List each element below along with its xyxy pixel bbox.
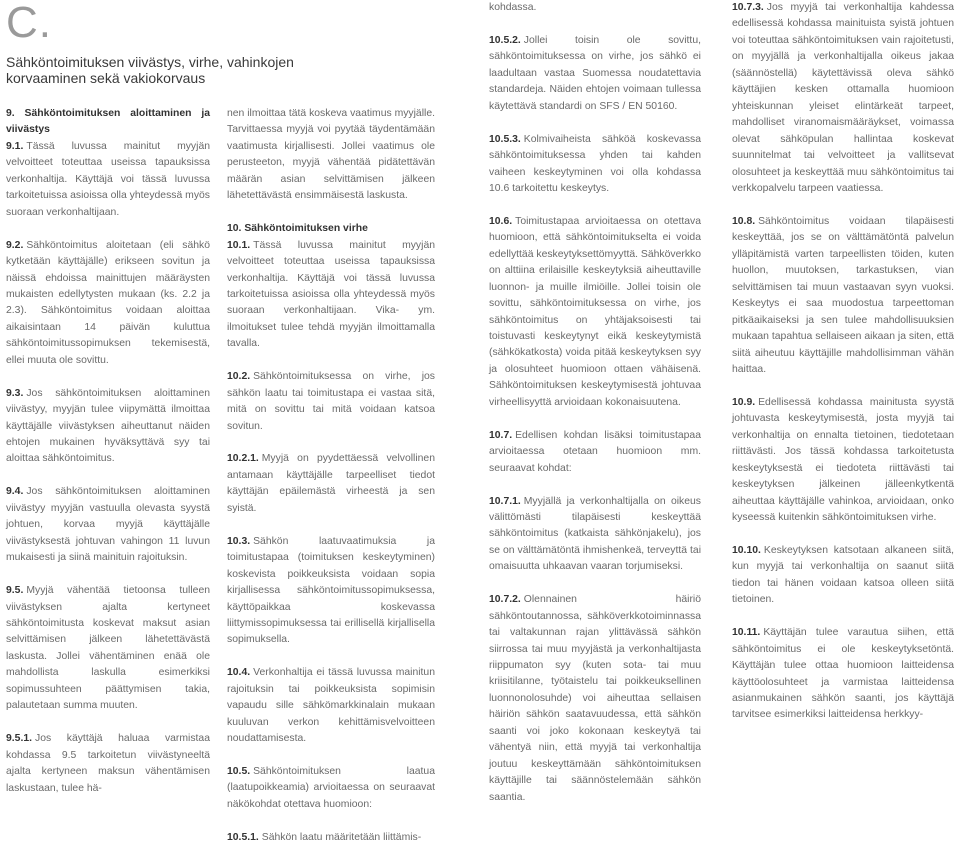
clause-text: Olennainen häiriö sähköntoutannossa, sähköverkkotoiminnassa tai valtakunnan rajan ylittävässä sähkön siirrossa tai muu myyjästä ja verkonhaltijasta riippumaton syy (kuten sota- tai muu kriisitilanne, työtaistelu tai poikkeuksellinen luonnonolosuhde) voi aiheuttaa sellaisen häiriön sähkön saatavuudessa, että sähkön saanti voi joko kokonaan keskeytyä tai vähentyä niin, että myyjä tai verkonhaltija joutuu keskeyttämään sähköntoimituksen käyttäjille tai säännöstelemään sähkön saantia. xyxy=(489,594,701,803)
clause-text: Verkonhaltija ei tässä luvussa mainitun rajoituksin tai poikkeuksista sopimisin vapaudu sille sähkömarkkinalain mukaan kuuluvan verkon kehittämisvelvoitteen noudattamisesta. xyxy=(227,667,435,745)
clause-number: 10.5.2. xyxy=(489,34,521,46)
clause-text: kohdassa. xyxy=(489,2,537,13)
clause-paragraph xyxy=(227,369,435,435)
clause-paragraph xyxy=(227,106,435,205)
clause-paragraph xyxy=(489,0,701,16)
clause-text: Sähköntoimitus aloitetaan (eli sähkö kytketään käyttäjälle) erikseen sovitun ja näissä ehdoissa mainittujen määräysten mukaisten edellytysten mukaan (ks. 2.2 ja 2.3). Sähköntoimitus voidaan aloittaa aikaisintaan 14 päivän kuluttua sähköntoimitussopimuksen tekemisestä, ellei muuta ole sovittu. xyxy=(6,239,210,366)
clause-paragraph xyxy=(489,494,701,576)
clause-paragraph xyxy=(6,583,210,715)
clause-paragraph xyxy=(732,214,954,379)
clause-text: nen ilmoittaa tätä koskeva vaatimus myyjälle. Tarvittaessa myyjä voi pyytää täydentämään vaatimusta kirjallisesti. Jollei vaatimus ole perusteeton, myyjä vähentää pidätettävän määrän asian selvittämisen jälkeen lähetettävästä ensimmäisestä laskusta. xyxy=(227,108,435,202)
clause-text: Jos sähköntoimituksen aloittaminen viivästyy, myyjän tulee viipymättä ilmoittaa käyttäjälle viivästyksen aiheuttanut näiden ehtojen mukainen hyväksyttävä syy tai aloittaa sähköntoimitus. xyxy=(6,387,210,465)
clause-number: 9.1. xyxy=(6,140,24,152)
clause-number: 9.2. xyxy=(6,239,24,251)
clause-number: 10.3. xyxy=(227,535,251,547)
clause-text: Edellisessä kohdassa mainitusta syystä johtuvasta keskeytymisestä, josta myyjä tai verkonhaltija on ennalta tietoinen, tiedotetaan riittävästi. Jos tässä kohdassa tarkoitetusta keskeytyksestä ei tiedoteta riittävästi tai keskeytyksen jälkeinen jälleenkytkentä aiheuttaa käyttäjälle vahinkoa, arvioidaan, onko kyseessä kuitenkin sähköntoimituksen virhe. xyxy=(732,396,954,524)
clause-number: 10.7.3. xyxy=(732,2,764,13)
clause-number: 10.7.1. xyxy=(489,495,521,507)
clause-text: Sähkön laatuvaatimuksia ja toimitustapaa (toimituksen keskeytyminen) koskevista poikkeuksista voidaan sopia kirjallisessa sähköntoimitussopimuksessa, käyttöpaikkaa koskevassa liittymissopimuksessa tai erillisellä kirjallisella sopimuksella. xyxy=(227,535,435,646)
clause-paragraph xyxy=(227,451,435,517)
clause-paragraph xyxy=(732,395,954,527)
clause-number: 9.5.1. xyxy=(6,733,32,745)
clause-text: Tässä luvussa mainitut myyjän velvoitteet toteuttaa useissa tapauksissa verkonhaltija. Käyttäjä voi tässä luvussa tarkoitetuissa asioissa olla yhteydessä myös suoraan verkonhaltijaan. xyxy=(6,140,210,218)
clause-number: 10.1. xyxy=(227,239,251,251)
text-column-4 xyxy=(732,0,954,724)
clause-number: 10.11. xyxy=(732,627,761,639)
clause-number: 9.4. xyxy=(6,486,24,498)
clause-text: Jos myyjä tai verkonhaltija kahdessa edellisessä kohdassa mainituista syistä johtuen voi toteuttaa sähköntoimituksen vain rajoitetusti, on myyjällä ja verkonhaltijalla oikeus jakaa (säännöstellä) käytettävissä oleva sähkö käyttäjien kesken ottamalla huomioon yhteiskunnan yleiset elintärkeät tarpeet, mahdolliset viranomaismääräykset, voimassa olevat sähköpulan hallintaa koskevat suunnitelmat tai velvoitteet ja vallitsevat olosuhteet ja keskeyttää muu sähköntoimitus tai verkkopalvelu tarpeen vaatiessa. xyxy=(732,2,954,194)
clause-paragraph xyxy=(732,0,954,197)
clause-paragraph xyxy=(489,592,701,806)
clause-paragraph xyxy=(6,386,210,468)
clause-paragraph xyxy=(732,625,954,724)
clause-paragraph xyxy=(489,428,701,477)
clause-paragraph xyxy=(227,665,435,747)
clause-number: 10.6. xyxy=(489,215,513,227)
clause-text: Sähköntoimituksessa on virhe, jos sähkön laatu tai toimitustapa ei vastaa sitä, mitä on sovittu tai mitä voidaan katsoa sovitun. xyxy=(227,371,435,432)
clause-number: 10.5. xyxy=(227,766,251,778)
clause-text: Myyjä vähentää tietoonsa tulleen viivästyksen ajalta kertyneet sähköntoimitusta koskevat maksut asian selvittämisen jälkeen lähetettävästä laskusta. Jollei vähentäminen enää ole mahdollista laskulla esimerkiksi sopimussuhteen päättymisen takia, palautetaan summa muuten. xyxy=(6,585,210,712)
clause-text: Jos käyttäjä haluaa varmistaa kohdassa 9.5 tarkoitetun viivästyneeltä ajalta kertyneen maksun vähentämisen laskustaan, tulee hä- xyxy=(6,733,210,794)
clause-paragraph xyxy=(6,238,210,370)
clause-number: 10.9. xyxy=(732,396,756,408)
document-title: Sähköntoimituksen viivästys, virhe, vahinkojen korvaaminen sekä vakiokorvaus xyxy=(6,54,294,86)
text-column-1 xyxy=(6,106,210,797)
clause-paragraph xyxy=(227,534,435,649)
clause-paragraph xyxy=(227,238,435,353)
clause-number: 10.5.1. xyxy=(227,831,259,843)
section-letter: C. xyxy=(6,0,52,47)
clause-text: Tässä luvussa mainitut myyjän velvoitteet toteuttaa useissa tapauksissa verkonhaltija. Käyttäjä voi tässä luvussa tarkoitetuissa asioissa olla yhteydessä myös suoraan verkonhaltijaan. Vika- ym. ilmoitukset tulee tehdä myyjän ilmoittamalla tavalla. xyxy=(227,239,435,350)
clause-text: Myyjällä ja verkonhaltijalla on oikeus välittömästi tilapäisesti keskeyttää sähköntoimitus (katkaista sähkönjakelu), jos se on välttämätöntä ihmishenkeä, terveyttä tai omaisuutta uhkaavan vaaran torjumiseksi. xyxy=(489,495,701,573)
clause-text: Sähköntoimitus voidaan tilapäisesti keskeyttää, jos se on välttämätöntä palvelun ylläpitämistä varten tarpeellisten töiden, kuten huollon, muutoksen, tarkastuksen, vian selvittämisen tai muun vastaavan syyn vuoksi. Keskeytys ei saa muodostua tarpeettoman pitkäaikaiseksi ja sen tulee mahdollisuuksien mukaan tapahtua sellaiseen aikaan ja siten, että siitä aiheutuu käyttäjille mahdollisimman vähän haittaa. xyxy=(732,215,954,375)
clause-text: Toimitustapaa arvioitaessa on otettava huomioon, että sähköntoimitukselta ei voida edellyttää keskeytyksettömyyttä. Sähköverkko on alttiina erilaisille keskeytyksiä aiheuttaville luonnon- ja muille ilmiöille. Jollei toisin ole sovittu, sähköntoimituksessa on virhe, jos sähköntoimitus on yhtäjaksoisesti tai toistuvasti keskeytynyt eikä keskeytymistä (sähkökatkosta) voida pitää keskeytyksen syy ja olosuhteet huomioon ottaen vähäisenä. Sähköntoimituksen keskeytymisestä johtuvaa virheellisyyttä arvioidaan kokonaisuutena. xyxy=(489,215,701,408)
clause-text: Jollei toisin ole sovittu, sähköntoimituksessa on virhe, jos sähkö ei laadultaan vastaa Suomessa noudatettavia standardeja. Näiden ehtojen voimaan tullessa käytettävä standardi on SFS / EN 50160. xyxy=(489,34,701,112)
clause-paragraph xyxy=(6,484,210,566)
clause-text: Kolmivaiheista sähköä koskevassa sähköntoimituksessa yhden tai kahden vaiheen keskeytyminen voi olla kohdassa 10.6 tarkoitettu keskeytys. xyxy=(489,133,701,194)
clause-text: Sähkön laatu määritetään liittämis- xyxy=(261,831,422,843)
text-column-3 xyxy=(489,0,701,806)
clause-number: 10.7.2. xyxy=(489,594,521,606)
clause-paragraph xyxy=(227,830,435,846)
clause-number: 9.3. xyxy=(6,387,24,399)
clause-text: Sähköntoimituksen laatua (laatupoikkeamia) arvioitaessa on seuraavat näkökohdat otettava huomioon: xyxy=(227,766,435,810)
clause-paragraph xyxy=(489,132,701,198)
clause-number: 10.4. xyxy=(227,667,251,679)
clause-paragraph xyxy=(6,139,210,221)
clause-text: Jos sähköntoimituksen aloittaminen viivästyy myyjän vastuulla olevasta syystä johtuen, korvaa myyjä käyttäjälle viivästyksestä johtuvan vahingon 11 luvun mukaisesti ja siinä mainituin rajoituksin. xyxy=(6,486,210,564)
clause-paragraph xyxy=(489,33,701,115)
clause-number: 9.5. xyxy=(6,585,24,597)
clause-number: 10.8. xyxy=(732,215,756,227)
text-column-2 xyxy=(227,106,435,846)
clause-number: 10.10. xyxy=(732,544,761,556)
clause-text: Keskeytyksen katsotaan alkaneen siitä, kun myyjä tai verkonhaltija on saanut siitä tiedon tai hänen voidaan katsoa olleen siitä tietoinen. xyxy=(732,544,954,606)
clause-text: Käyttäjän tulee varautua siihen, että sähköntoimitus ei ole keskeytyksetöntä. Käyttäjän tulee ottaa huomioon laitteidensa käyttöolosuhteet ja varmistaa laitteidensa asianmukainen sähkön saanti, jos käyttäjä tarvitsee esimerkiksi laitteidensa herkkyy- xyxy=(732,627,954,721)
section-heading: 9. Sähköntoimituksen aloittaminen ja viivästys xyxy=(6,108,210,136)
clause-text: Myyjä on pyydettäessä velvollinen antamaan käyttäjälle tarpeelliset tiedot käyttäjän epäilemästä virheestä ja sen syistä. xyxy=(227,453,435,514)
clause-number: 10.2.1. xyxy=(227,453,259,465)
clause-paragraph xyxy=(732,543,954,609)
clause-number: 10.5.3. xyxy=(489,133,521,145)
clause-number: 10.2. xyxy=(227,371,251,383)
clause-paragraph xyxy=(6,731,210,797)
section-heading: 10. Sähköntoimituksen virhe xyxy=(227,223,368,235)
clause-number: 10.7. xyxy=(489,429,513,441)
clause-paragraph xyxy=(227,764,435,813)
clause-paragraph xyxy=(489,214,701,411)
clause-text: Edellisen kohdan lisäksi toimitustapaa arvioitaessa otetaan huomioon mm. seuraavat kohdat: xyxy=(489,429,701,474)
